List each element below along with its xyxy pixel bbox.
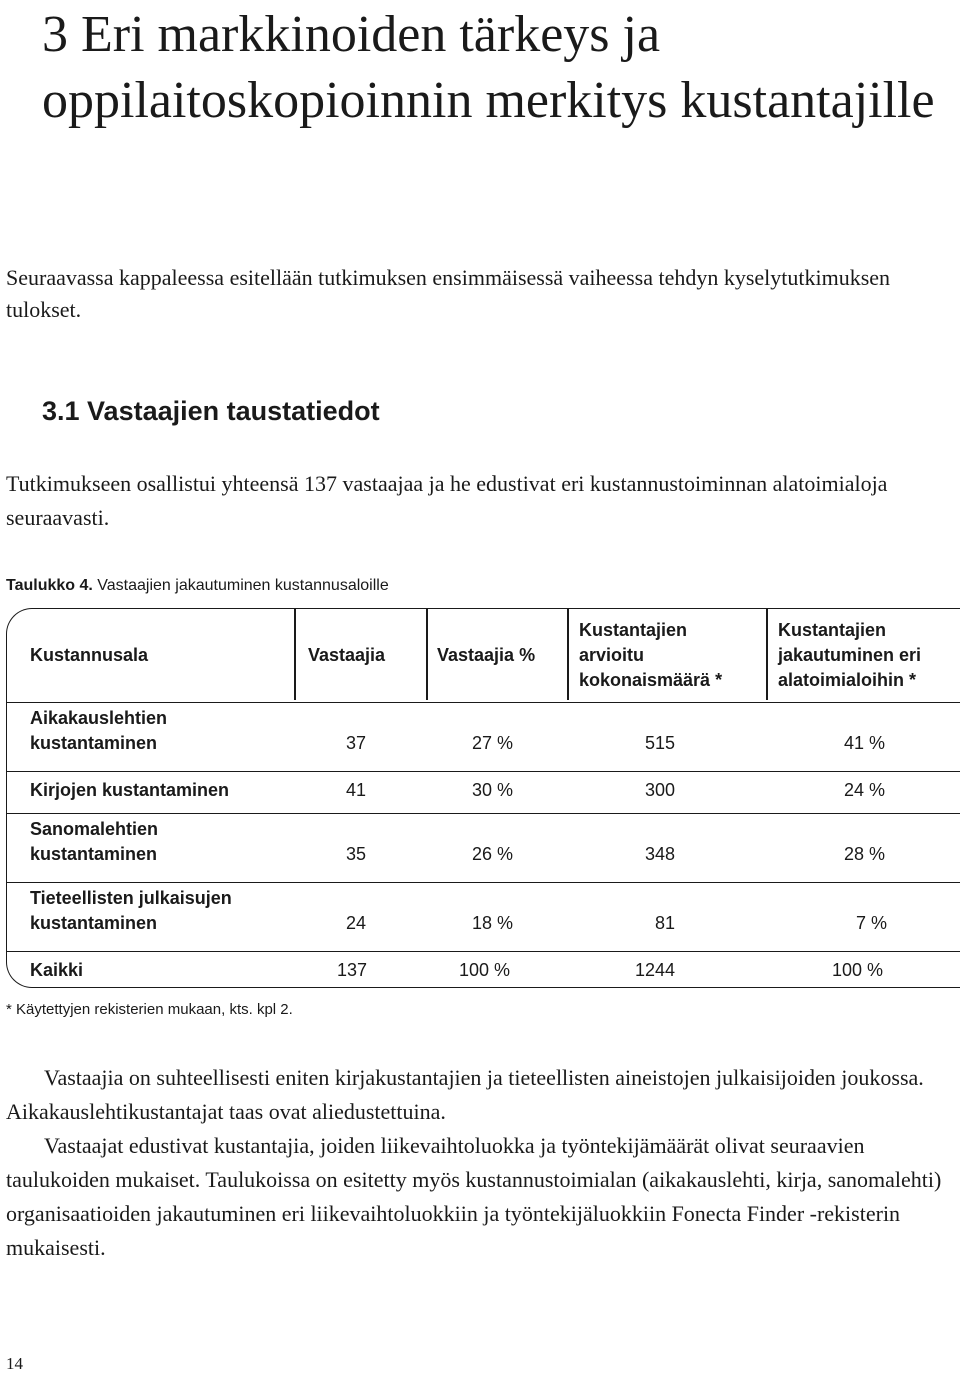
cell-respondents: 41 — [346, 780, 367, 800]
cell-publishers-total: 515 — [645, 733, 676, 753]
table-footnote: * Käytettyjen rekisterien mukaan, kts. kpl 2. — [6, 1001, 293, 1018]
cell-respondents-pct: 100 % — [459, 960, 511, 980]
table-header-row — [6, 608, 960, 702]
cell-publishers-total: 348 — [645, 844, 676, 864]
cell-respondents: 35 — [346, 844, 367, 864]
cell-publishers-pct: 100 % — [832, 960, 884, 980]
table-row — [6, 771, 960, 813]
table-caption — [6, 574, 389, 598]
cell-publishers-pct: 24 % — [844, 780, 886, 800]
row-label: Sanomalehtien kustantaminen — [30, 819, 159, 864]
cell-respondents-pct: 18 % — [472, 913, 514, 933]
cell-respondents: 37 — [346, 733, 367, 753]
cell-respondents-pct: 27 % — [472, 733, 514, 753]
cell-publishers-total: 1244 — [635, 960, 676, 980]
cell-publishers-pct: 7 % — [856, 913, 888, 933]
header-kustannusala: Kustannusala — [30, 645, 149, 665]
respondents-table — [6, 608, 960, 992]
cell-publishers-pct: 41 % — [844, 733, 886, 753]
page-number: 14 — [6, 1354, 23, 1373]
section-heading: 3.1 Vastaajien taustatiedot — [42, 396, 380, 426]
chapter-intro: Seuraavassa kappaleessa esitellään tutkimuksen ensimmäisessä vaiheessa tehdyn kyselytutkimuksen tulokset. — [6, 265, 891, 322]
chapter-title: 3 Eri markkinoiden tärkeys ja oppilaitoskopioinnin merkitys kustantajille — [42, 6, 935, 129]
table-row-total — [6, 951, 960, 992]
cell-publishers-pct: 28 % — [844, 844, 886, 864]
row-label: Tieteellisten julkaisujen kustantaminen — [30, 888, 232, 933]
table-caption-text: Vastaajien jakautuminen kustannusaloille — [92, 577, 389, 594]
row-label: Aikakauslehtien kustantaminen — [30, 708, 168, 753]
header-publishers-total: Kustantajien arvioitu kokonaismäärä * — [579, 620, 723, 690]
section-body: Tutkimukseen osallistui yhteensä 137 vastaajaa ja he edustivat eri kustannustoiminnan alatoimialoja seuraavasti. — [6, 471, 888, 530]
table-row — [6, 813, 960, 882]
cell-respondents: 137 — [337, 960, 368, 980]
row-label: Kaikki — [30, 960, 84, 980]
table-row — [6, 702, 960, 771]
header-vastaajia: Vastaajia — [308, 645, 386, 665]
cell-respondents: 24 — [346, 913, 367, 933]
body-paragraph: Vastaajia on suhteellisesti eniten kirjakustantajien ja tieteellisten aineistojen julkaisijoiden joukossa. Aikakauslehtikustantajat taas ovat aliedustettuina. — [6, 1065, 924, 1124]
body-paragraph: Vastaajat edustivat kustantajia, joiden liikevaihtoluokka ja työntekijämäärät olivat seuraavien taulukoiden mukaiset. Taulukoissa on esitetty myös kustannustoimialan (aikakauslehti, kirja, sanomalehti) organisaatioiden jakautuminen eri liikevaihtoluokkiin ja työntekijäluokkiin Fonecta Finder -rekisterin mukaisesti. — [6, 1133, 942, 1260]
header-publishers-pct: Kustantajien jakautuminen eri alatoimialoihin * — [778, 620, 922, 690]
cell-publishers-total: 300 — [645, 780, 676, 800]
row-label: Kirjojen kustantaminen — [30, 780, 230, 800]
table-caption-label: Taulukko 4. — [6, 577, 93, 594]
cell-publishers-total: 81 — [655, 913, 676, 933]
header-vastaajia-pct: Vastaajia % — [437, 645, 536, 665]
cell-respondents-pct: 30 % — [472, 780, 514, 800]
cell-respondents-pct: 26 % — [472, 844, 514, 864]
table-row — [6, 882, 960, 951]
